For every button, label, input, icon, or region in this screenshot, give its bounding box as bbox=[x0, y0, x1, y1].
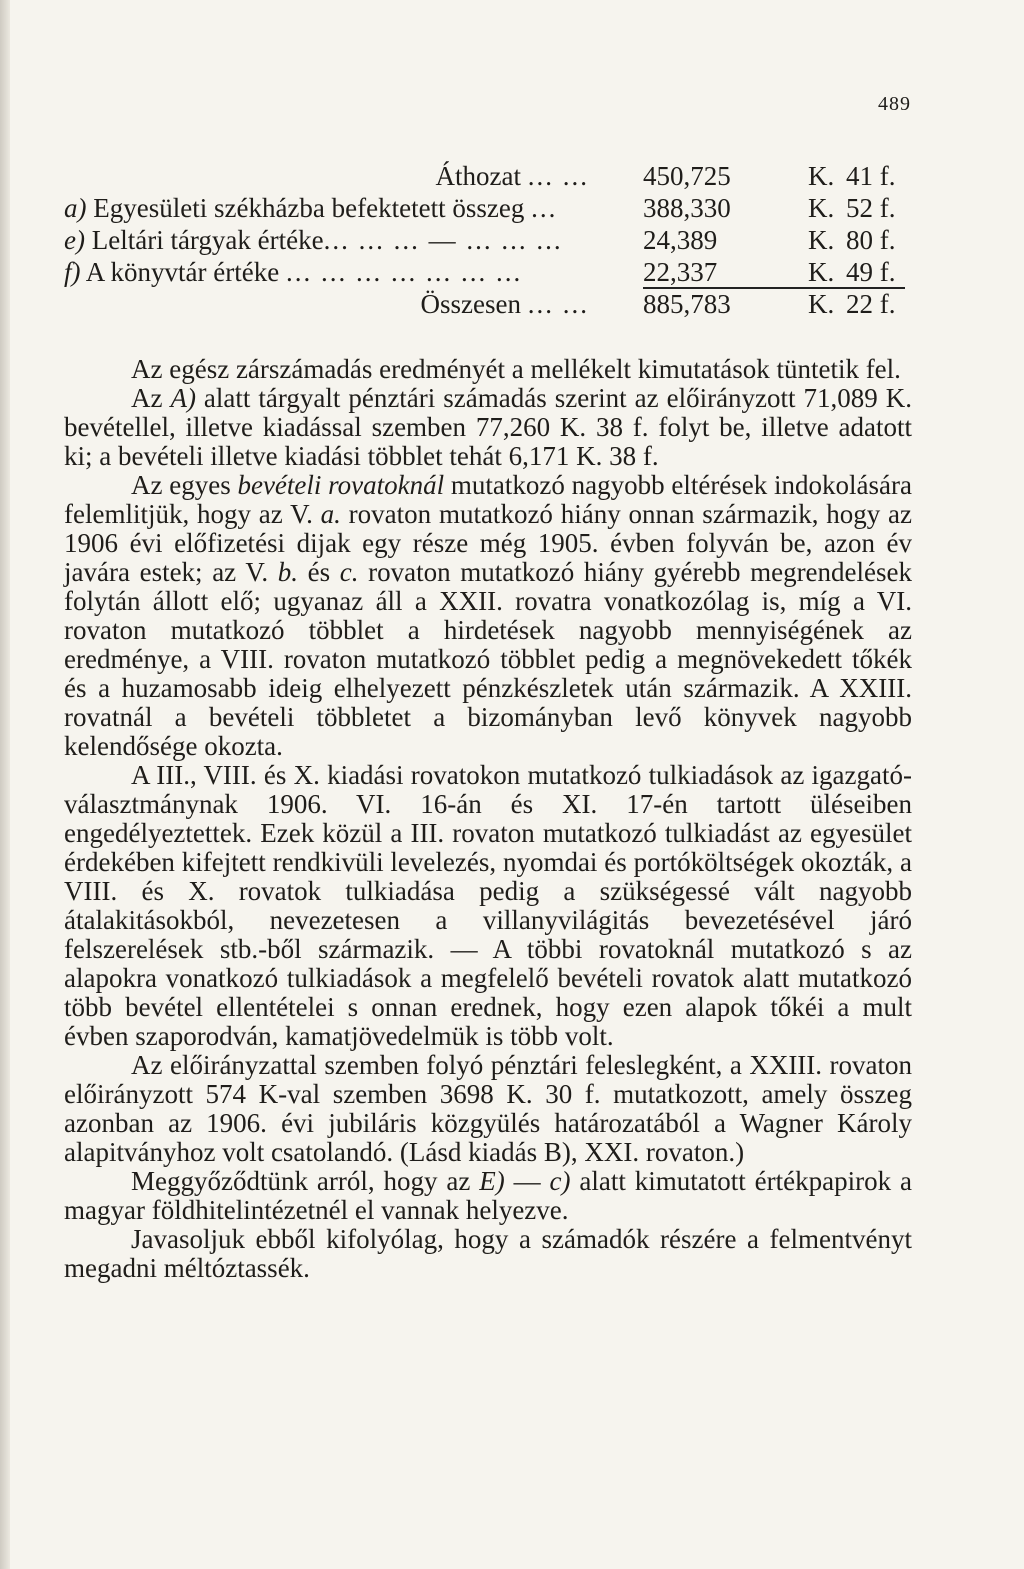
ledger-fillers: 80 f. bbox=[846, 225, 896, 255]
paragraph-5: Az előirányzattal szemben folyó pénztári feleslegként, a XXIII. rovaton előirányzott 574 K-val szemben 3698 K. 30 f. mutatkozott, amely összeg azonban az 1906. évi jubiláris közgyülés határozatából a Wagner Károly alapitványhoz volt csatolandó. (Lásd kiadás B), XXI. rovaton.) bbox=[64, 1050, 912, 1167]
ledger-currency: K. bbox=[808, 257, 835, 287]
ledger-row-e bbox=[64, 224, 914, 256]
body-text bbox=[64, 355, 912, 1283]
paragraph-6: Meggyőződtünk arról, hogy az E) — c) alatt kimutatott értékpapirok a magyar földhitelintézetnél el vannak helyezve. bbox=[64, 1166, 912, 1225]
ledger-fillers: 49 f. bbox=[846, 257, 896, 287]
paragraph-7: Javasoljuk ebből kifolyólag, hogy a számadók részére a felmentvényt megadni méltóztassék. bbox=[64, 1224, 912, 1283]
ledger-currency: K. bbox=[808, 193, 835, 223]
ledger-row-total bbox=[64, 288, 914, 320]
ledger-amount: 22,337 bbox=[643, 257, 718, 287]
paragraph-2: Az A) alatt tárgyalt pénztári számadás szerint az előirányzott 71,089 K. bevétellel, illetve kiadással szemben 77,260 K. 38 f. folyt be, illetve adatott ki; a bevételi illetve kiadási többlet tehát 6,171 K. 38 f. bbox=[64, 383, 912, 471]
ledger-amount: 24,389 bbox=[643, 225, 718, 255]
ledger-fillers: 52 f. bbox=[846, 193, 896, 223]
paragraph-3: Az egyes bevételi rovatoknál mutatkozó nagyobb eltérések indokolására felemlitjük, hogy az V. a. rovaton mutatkozó hiány onnan származik, hogy az 1906 évi előfizetési dijak egy része még 1905. évben folyván be, azon év javára estek; az V. b. és c. rovaton mutatkozó hiány gyérebb megrendelések folytán állott elő; ugyanaz áll a XXII. rovatra vonatkozólag is, míg a VI. rovaton mutatkozó többlet a hirdetések nagyobb mennyiségének az eredménye, a VIII. rovaton mutatkozó többlet pedig a megnövekedett tőkék és a huzamosabb ideig elhelyezett pénzkészletek után származik. A XXIII. rovatnál a bevételi többletet a bizományban levő könyvek nagyobb kelendősége okozta. bbox=[64, 470, 913, 761]
ledger-table bbox=[64, 160, 914, 320]
ledger-fillers: 22 f. bbox=[846, 289, 896, 319]
paragraph-4: A III., VIII. és X. kiadási rovatokon mutatkozó tulkiadások az igazgató-választmánynak 1906. VI. 16-án és XI. 17-én tartott üléseiben engedélyeztettek. Ezek közül a III. rovaton mutatkozó tulkiadást az egyesület érdekében kifejtett rendkivüli levelezés, nyomdai és portóköltségek okozták, a VIII. és X. rovatok tulkiadása pedig a szükségessé vált nagyobb átalakitásokból, nevezetesen a villanyvilágitás bevezetésével járó felszerelések stb.-ből származik. — A többi rovatoknál mutatkozó s az alapokra vonatkozó tulkiadások a megfelelő bevételi rovatok alatt mutatkozó több bevétel ellentételei s onnan erednek, hogy ezen alapok tőkéi a mult évben szaporodván, kamatjövedelmük is több volt. bbox=[64, 760, 912, 1051]
ledger-label: f) A könyvtár értéke ... ... ... ... ... ... ... bbox=[64, 257, 523, 287]
ledger-row-f bbox=[64, 256, 914, 288]
ledger-label: a) Egyesületi székházba befektetett összeg ... bbox=[64, 193, 558, 223]
ledger-row-a bbox=[64, 192, 914, 224]
ledger-fillers: 41 f. bbox=[846, 161, 896, 191]
ledger-label: Összesen ... ... bbox=[420, 289, 589, 319]
ledger-amount: 388,330 bbox=[643, 193, 731, 223]
page-binding-edge bbox=[0, 0, 10, 1569]
ledger-currency: K. bbox=[808, 289, 835, 319]
page-number: 489 bbox=[878, 93, 911, 115]
ledger-label: e) Leltári tárgyak értéke... ... ... — ... ... ... bbox=[64, 225, 563, 255]
paragraph-1: Az egész zárszámadás eredményét a mellékelt kimutatások tüntetik fel. bbox=[131, 354, 901, 384]
ledger-currency: K. bbox=[808, 161, 835, 191]
ledger-currency: K. bbox=[808, 225, 835, 255]
ledger-label: Áthozat ... ... bbox=[435, 161, 589, 191]
ledger-amount: 885,783 bbox=[643, 289, 731, 319]
ledger-amount: 450,725 bbox=[643, 161, 731, 191]
ledger-row-carryover bbox=[64, 160, 914, 192]
